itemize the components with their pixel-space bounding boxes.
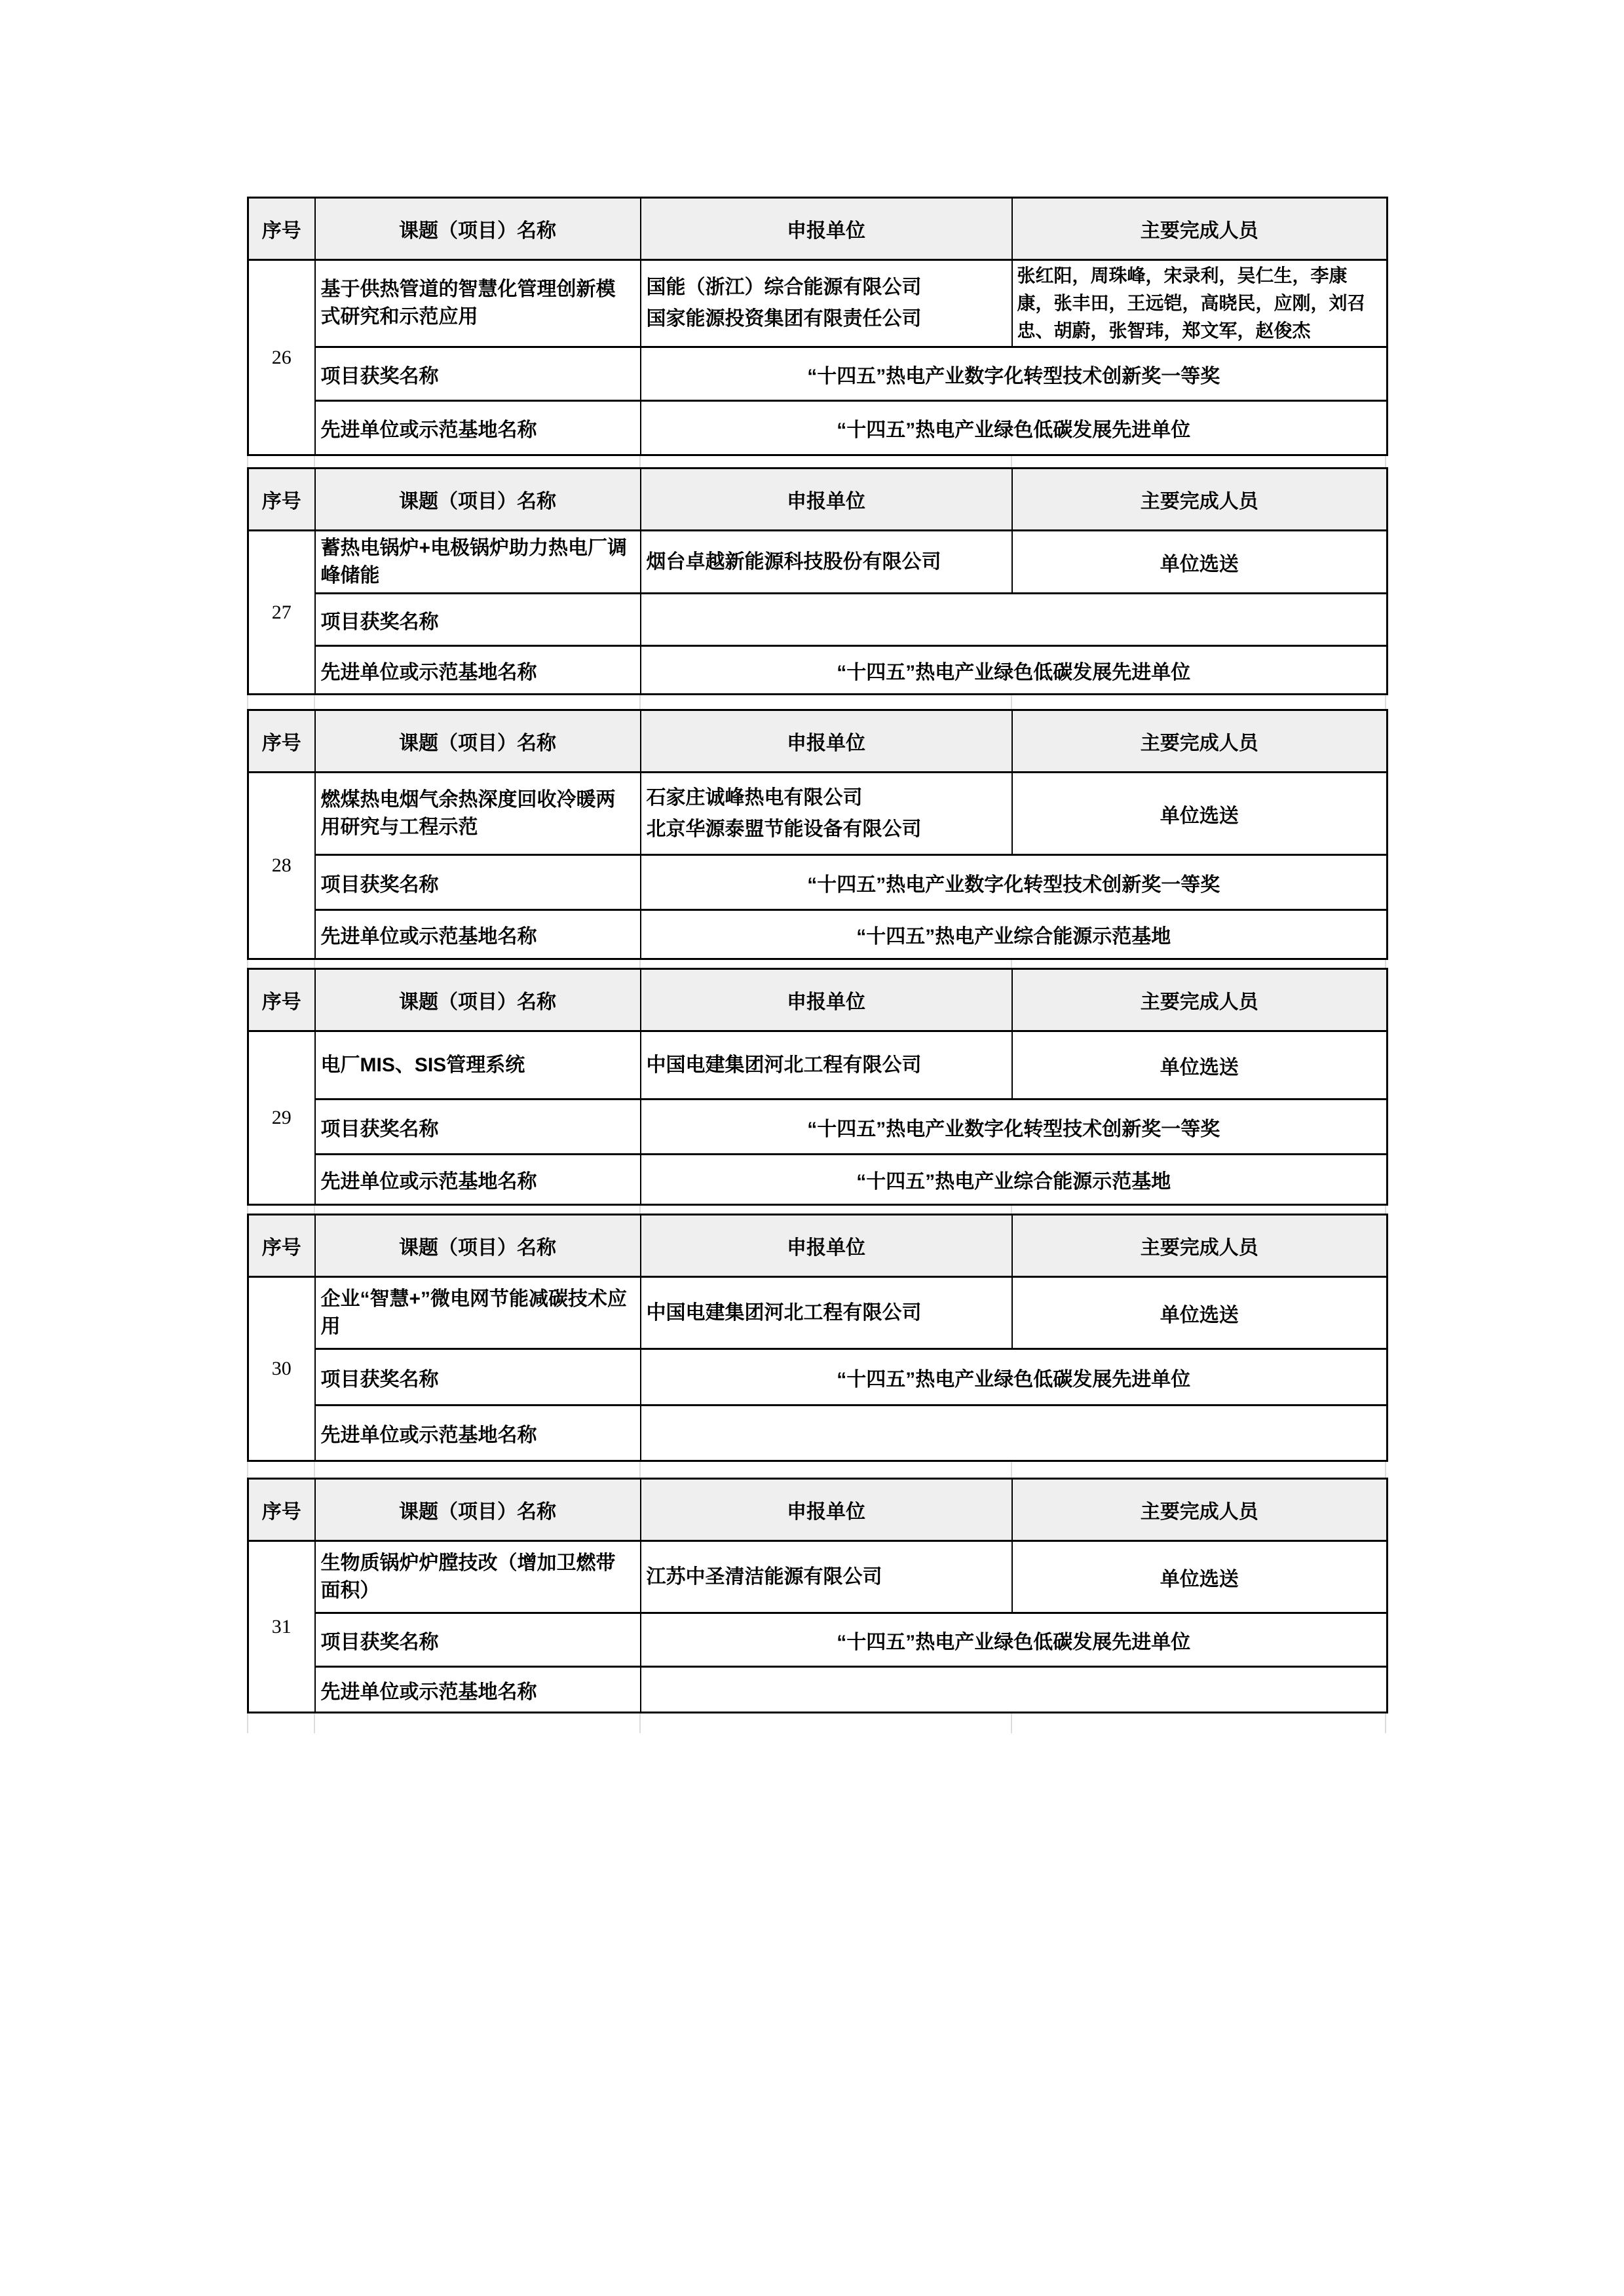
col-header-unit: 申报单位 (641, 198, 1012, 260)
unit-line: 国能（浙江）综合能源有限公司 (646, 277, 922, 298)
advanced-value-cell (641, 1667, 1388, 1713)
col-header-project: 课题（项目）名称 (315, 469, 641, 531)
col-header-people: 主要完成人员 (1012, 710, 1388, 773)
award-label-cell: 项目获奖名称 (315, 1349, 641, 1406)
project-block-27 (247, 467, 1388, 695)
project-name-cell: 企业“智慧+”微电网节能减碳技术应用 (315, 1277, 641, 1349)
advanced-value-cell: “十四五”热电产业绿色低碳发展先进单位 (641, 401, 1388, 455)
unit-line: 中国电建集团河北工程有限公司 (646, 1054, 922, 1076)
award-value-cell (641, 594, 1388, 646)
unit-cell (641, 1277, 1012, 1349)
award-label-cell: 项目获奖名称 (315, 347, 641, 401)
award-value-cell: “十四五”热电产业绿色低碳发展先进单位 (641, 1613, 1388, 1667)
advanced-label-cell: 先进单位或示范基地名称 (315, 1667, 641, 1713)
people-cell: 单位选送 (1012, 1031, 1388, 1100)
project-name-cell: 电厂MIS、SIS管理系统 (315, 1031, 641, 1100)
award-label-cell: 项目获奖名称 (315, 594, 641, 646)
col-header-people: 主要完成人员 (1012, 969, 1388, 1031)
award-value-cell: “十四五”热电产业数字化转型技术创新奖一等奖 (641, 855, 1388, 910)
people-cell (1012, 260, 1388, 347)
award-value-cell: “十四五”热电产业数字化转型技术创新奖一等奖 (641, 1100, 1388, 1155)
unit-line: 国家能源投资集团有限责任公司 (646, 308, 922, 330)
seq-cell: 30 (248, 1277, 315, 1461)
unit-cell (641, 260, 1012, 347)
seq-cell: 31 (248, 1541, 315, 1713)
col-header-seq: 序号 (248, 1215, 315, 1277)
advanced-label-cell: 先进单位或示范基地名称 (315, 910, 641, 959)
award-label-cell: 项目获奖名称 (315, 1613, 641, 1667)
advanced-value-cell: “十四五”热电产业综合能源示范基地 (641, 1155, 1388, 1205)
unit-line: 烟台卓越新能源科技股份有限公司 (646, 550, 941, 573)
col-header-seq: 序号 (248, 198, 315, 260)
col-header-people: 主要完成人员 (1012, 1215, 1388, 1277)
col-header-project: 课题（项目）名称 (315, 710, 641, 773)
seq-cell: 29 (248, 1031, 315, 1205)
award-label-cell: 项目获奖名称 (315, 855, 641, 910)
col-header-unit: 申报单位 (641, 469, 1012, 531)
col-header-project: 课题（项目）名称 (315, 1479, 641, 1541)
unit-cell (641, 1541, 1012, 1613)
award-value-cell: “十四五”热电产业数字化转型技术创新奖一等奖 (641, 347, 1388, 401)
advanced-label-cell: 先进单位或示范基地名称 (315, 1155, 641, 1205)
advanced-label-cell: 先进单位或示范基地名称 (315, 646, 641, 695)
advanced-label-cell: 先进单位或示范基地名称 (315, 1406, 641, 1461)
advanced-value-cell (641, 1406, 1388, 1461)
col-header-unit: 申报单位 (641, 1215, 1012, 1277)
col-header-seq: 序号 (248, 1479, 315, 1541)
project-name-cell: 蓄热电锅炉+电极锅炉助力热电厂调峰储能 (315, 531, 641, 594)
project-block-29 (247, 968, 1388, 1206)
advanced-value-cell: “十四五”热电产业综合能源示范基地 (641, 910, 1388, 959)
unit-line: 北京华源泰盟节能设备有限公司 (646, 818, 922, 840)
project-name-cell: 燃煤热电烟气余热深度回收冷暖两用研究与工程示范 (315, 773, 641, 855)
advanced-value-cell: “十四五”热电产业绿色低碳发展先进单位 (641, 646, 1388, 695)
award-value-cell: “十四五”热电产业绿色低碳发展先进单位 (641, 1349, 1388, 1406)
seq-cell: 26 (248, 260, 315, 455)
people-cell: 单位选送 (1012, 531, 1388, 594)
people-cell: 单位选送 (1012, 773, 1388, 855)
unit-cell (641, 1031, 1012, 1100)
people-line: 忠、胡蔚，张智玮，郑文军，赵俊杰 (1017, 320, 1311, 341)
col-header-unit: 申报单位 (641, 969, 1012, 1031)
col-header-unit: 申报单位 (641, 710, 1012, 773)
seq-cell: 28 (248, 773, 315, 959)
unit-cell (641, 773, 1012, 855)
col-header-people: 主要完成人员 (1012, 469, 1388, 531)
people-line: 张红阳，周珠峰，宋录利，吴仁生，李康 (1017, 265, 1348, 286)
col-header-unit: 申报单位 (641, 1479, 1012, 1541)
award-label-cell: 项目获奖名称 (315, 1100, 641, 1155)
people-line: 康，张丰田，王远铠，高晓民，应刚，刘召 (1017, 293, 1366, 313)
col-header-people: 主要完成人员 (1012, 198, 1388, 260)
col-header-seq: 序号 (248, 469, 315, 531)
project-block-30 (247, 1214, 1388, 1462)
unit-line: 石家庄诚峰热电有限公司 (646, 786, 863, 809)
col-header-people: 主要完成人员 (1012, 1479, 1388, 1541)
unit-line: 中国电建集团河北工程有限公司 (646, 1301, 922, 1324)
project-name-cell: 生物质锅炉炉膛技改（增加卫燃带面积） (315, 1541, 641, 1613)
project-block-26 (247, 197, 1388, 456)
people-cell: 单位选送 (1012, 1277, 1388, 1349)
project-block-28 (247, 709, 1388, 960)
col-header-project: 课题（项目）名称 (315, 969, 641, 1031)
project-block-31 (247, 1478, 1388, 1713)
col-header-seq: 序号 (248, 969, 315, 1031)
unit-cell (641, 531, 1012, 594)
col-header-project: 课题（项目）名称 (315, 198, 641, 260)
project-name-cell: 基于供热管道的智慧化管理创新模式研究和示范应用 (315, 260, 641, 347)
col-header-project: 课题（项目）名称 (315, 1215, 641, 1277)
people-cell: 单位选送 (1012, 1541, 1388, 1613)
seq-cell: 27 (248, 531, 315, 695)
unit-line: 江苏中圣清洁能源有限公司 (646, 1565, 882, 1588)
col-header-seq: 序号 (248, 710, 315, 773)
advanced-label-cell: 先进单位或示范基地名称 (315, 401, 641, 455)
